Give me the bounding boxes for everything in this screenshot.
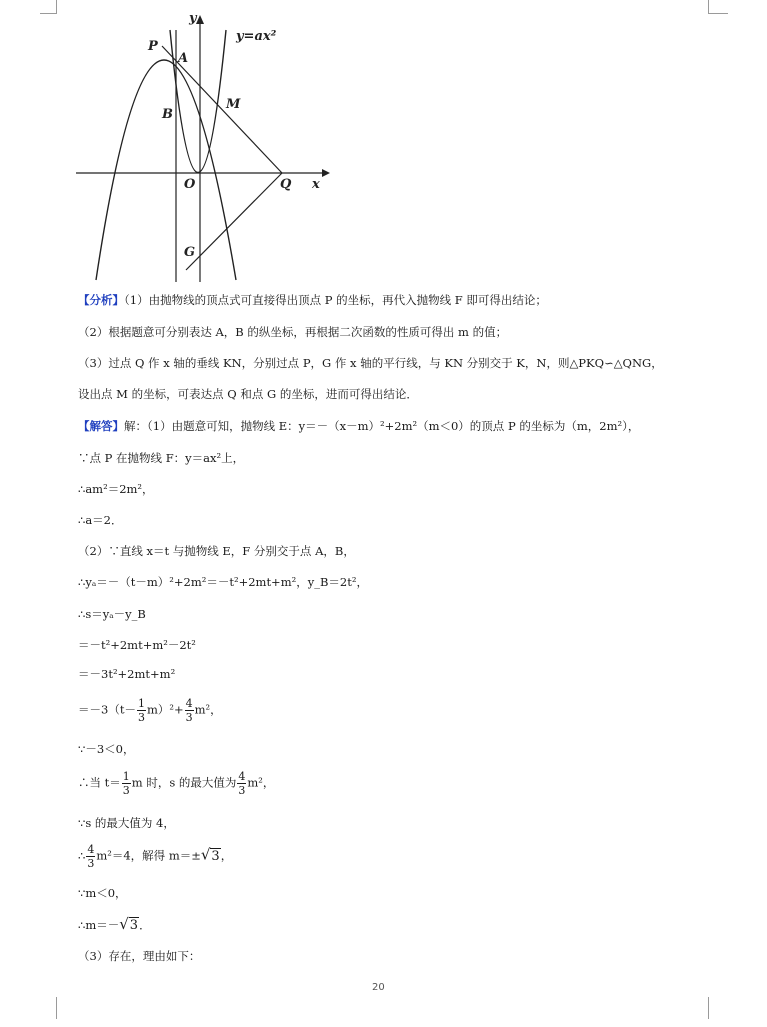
fraction-one-third-2: $\frac{1}{3}$: [122, 770, 130, 797]
solution-line-12: [78, 770, 274, 797]
sqrt-sign-2: √: [119, 915, 129, 933]
fraction-four-thirds: $\frac{4}{3}$: [185, 697, 193, 724]
analysis-line-1: [78, 292, 547, 308]
solve-part-1: ∴: [78, 848, 86, 863]
page-number: 20: [372, 982, 385, 993]
fraction-one-third: $\frac{1}{3}$: [137, 697, 145, 724]
solve-part-2: m²＝4，解得 m＝±: [96, 848, 201, 863]
sqrt-radicand: 3: [211, 848, 220, 864]
analysis-line-4: 设出点 M 的坐标，可表达点 Q 和点 G 的坐标，进而可得出结论．: [78, 387, 418, 401]
sqrt-radicand-2: 3: [129, 918, 139, 933]
solution-line-9: ＝－3t²+2mt+m²: [78, 667, 176, 681]
crop-mark-bottom-left-v: [56, 997, 57, 1019]
solution-line-17: （3）存在，理由如下：: [78, 949, 201, 963]
solution-line-11: ∵－3＜0，: [78, 742, 135, 756]
label-M: M: [226, 97, 241, 112]
label-O: O: [184, 177, 196, 192]
analysis-line-3: （3）过点 Q 作 x 轴的垂线 KN，分别过点 P，G 作 x 轴的平行线，与 KN 分别交于 K，N，则△PKQ∽△QNG，: [78, 356, 663, 370]
sqrt-sign: √: [200, 845, 211, 864]
eq-part-1: ＝－3（t－: [78, 702, 136, 717]
solution-line-16: [78, 916, 151, 934]
result-part-2: ．: [139, 918, 151, 932]
solution-tag: 【解答】: [78, 419, 124, 433]
label-x-axis: x: [312, 177, 320, 192]
solution-line-3: ∴am²＝2m²，: [78, 482, 154, 496]
solution-line-4: ∴a＝2．: [78, 513, 123, 527]
solution-line-15: ∵m＜0，: [78, 886, 127, 900]
solution-text-1: 解：（1）由题意可知，抛物线 E：y＝－（x－m）²+2m²（m＜0）的顶点 P 的坐标为（m，2m²），: [124, 419, 640, 433]
crop-mark-top-left-h: [40, 13, 57, 14]
max-part-2: m 时，s 的最大值为: [131, 775, 237, 790]
solution-line-13: ∵s 的最大值为 4，: [78, 816, 175, 830]
label-P: P: [148, 39, 158, 54]
solution-line-5: （2）∵直线 x＝t 与抛物线 E，F 分别交于点 A，B，: [78, 544, 355, 558]
eq-part-3: m²，: [194, 702, 222, 717]
max-part-3: m²，: [247, 775, 275, 790]
crop-mark-top-left-v: [56, 0, 57, 14]
eq-part-2: m）²+: [146, 702, 184, 717]
parabola-E: [96, 60, 236, 280]
fraction-four-thirds-3: $\frac{4}{3}$: [87, 843, 95, 870]
label-A: A: [178, 51, 189, 66]
solution-line-1: [78, 418, 639, 434]
label-G: G: [184, 245, 196, 260]
label-Q: Q: [280, 177, 292, 192]
crop-mark-top-right-v: [708, 0, 709, 14]
solution-line-7: ∴s＝yₐ－y_B: [78, 607, 146, 621]
solution-line-14: [78, 843, 232, 870]
label-y-axis: y: [189, 11, 197, 26]
label-B: B: [162, 107, 173, 122]
y-axis-arrow: [196, 15, 204, 24]
fraction-four-thirds-2: $\frac{4}{3}$: [238, 770, 246, 797]
analysis-tag: 【分析】: [78, 293, 124, 307]
x-axis-arrow: [322, 169, 330, 177]
solution-line-10: [78, 697, 222, 724]
label-curve: y=ax²: [236, 29, 277, 44]
result-part-1: ∴m＝－: [78, 918, 120, 932]
analysis-line-2: （2）根据题意可分别表达 A，B 的纵坐标，再根据二次函数的性质可得出 m 的值；: [78, 325, 508, 339]
parabola-figure: [60, 0, 350, 285]
crop-mark-bottom-right-v: [708, 997, 709, 1019]
crop-mark-top-right-h: [708, 13, 728, 14]
solution-line-8: ＝－t²+2mt+m²－2t²: [78, 638, 196, 652]
solution-line-2: ∵点 P 在抛物线 F：y＝ax²上，: [78, 451, 245, 465]
max-part-1: ∴当 t＝: [78, 775, 121, 790]
solution-line-6: ∴yₐ＝－（t－m）²+2m²＝－t²+2mt+m²，y_B＝2t²，: [78, 575, 368, 589]
solve-part-3: ，: [220, 848, 233, 863]
analysis-text-1: （1）由抛物线的顶点式可直接得出顶点 P 的坐标，再代入抛物线 F 即可得出结论；: [124, 293, 547, 307]
